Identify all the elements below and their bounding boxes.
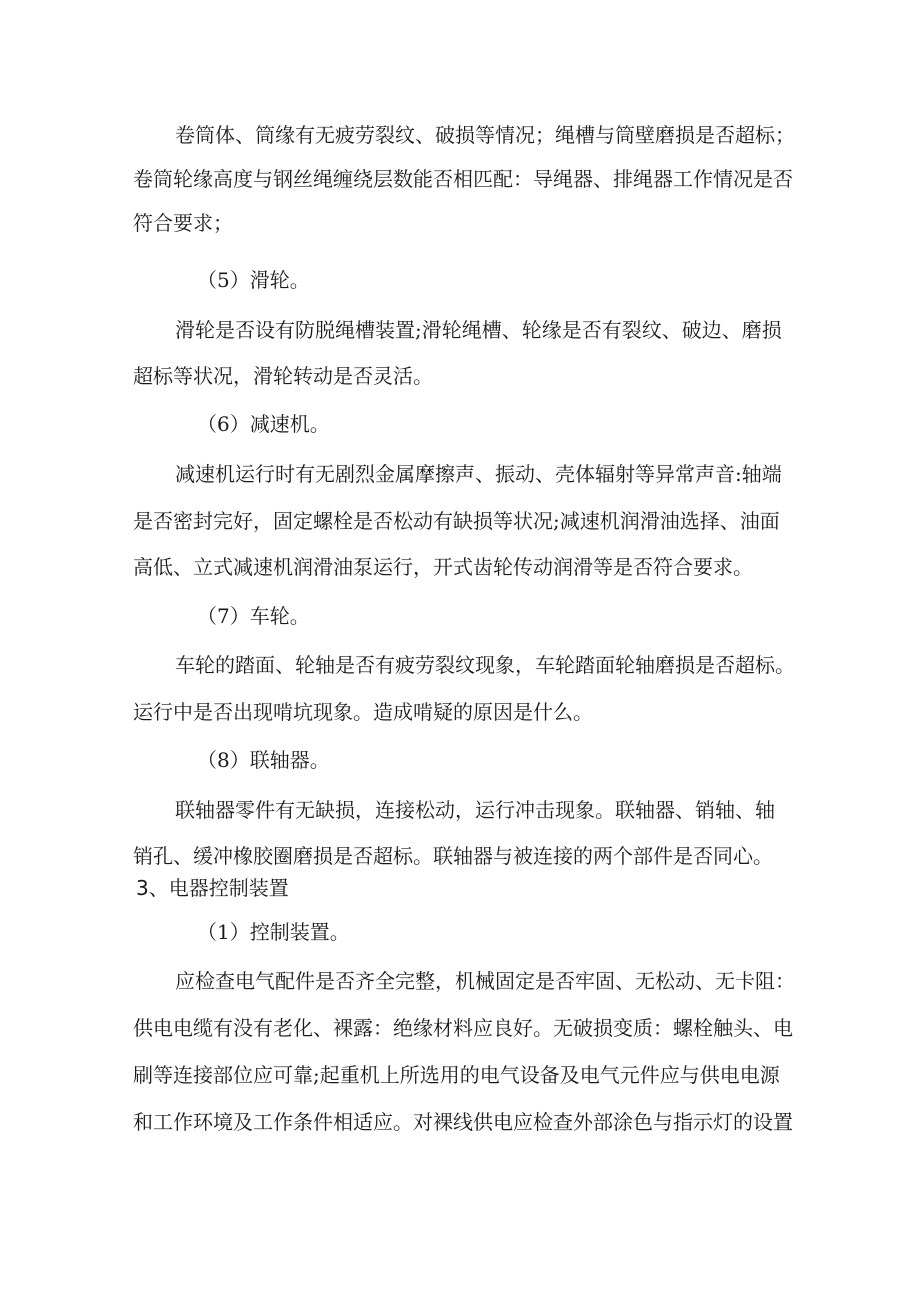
- paragraph-line: 联轴器零件有无缺损，连接松动，运行冲击现象。联轴器、销轴、轴: [175, 798, 775, 822]
- section-heading: （6）减速机。: [197, 412, 330, 436]
- paragraph-line: 超标等状况，滑轮转动是否灵活。: [133, 364, 433, 388]
- section-heading: （8）联轴器。: [197, 748, 330, 772]
- section-heading: （1）控制装置。: [197, 920, 350, 944]
- paragraph-line: 车轮的踏面、轮轴是否有疲劳裂纹现象，车轮踏面轮轴磨损是否超标。: [175, 653, 795, 677]
- paragraph-line: 高低、立式减速机润滑油泵运行，开式齿轮传动润滑等是否符合要求。: [133, 555, 753, 579]
- section-heading: （7）车轮。: [197, 604, 310, 628]
- paragraph-line: 减速机运行时有无剧烈金属摩擦声、振动、壳体辐射等异常声音:轴端: [175, 462, 782, 486]
- section-heading: （5）滑轮。: [197, 268, 310, 292]
- paragraph-line: 销孔、缓冲橡胶圈磨损是否超标。联轴器与被连接的两个部件是否同心。: [133, 844, 773, 868]
- paragraph-line: 卷筒轮缘高度与钢丝绳缠绕层数能否相匹配：导绳器、排绳器工作情况是否: [133, 167, 793, 191]
- paragraph-line: 是否密封完好，固定螺栓是否松动有缺损等状况;减速机润滑油选择、油面: [133, 509, 780, 533]
- paragraph-line: 应检查电气配件是否齐全完整，机械固定是否牢固、无松动、无卡阻：: [175, 969, 795, 993]
- paragraph-line: 和工作环境及工作条件相适应。对裸线供电应检查外部涂色与指示灯的设置: [133, 1110, 793, 1134]
- paragraph-line: 运行中是否出现啃坑现象。造成啃疑的原因是什么。: [133, 700, 593, 724]
- paragraph-line: 卷筒体、筒缘有无疲劳裂纹、破损等情况；绳槽与筒壁磨损是否超标；: [175, 123, 795, 147]
- paragraph-line: 滑轮是否设有防脱绳槽装置;滑轮绳槽、轮缘是否有裂纹、破边、磨损: [175, 318, 782, 342]
- paragraph-line: 符合要求；: [133, 211, 233, 235]
- paragraph-line: 供电电缆有没有老化、裸露：绝缘材料应良好。无破损变质：螺栓触头、电: [133, 1016, 793, 1040]
- section-title: 3、电器控制装置: [136, 876, 289, 900]
- paragraph-line: 刷等连接部位应可靠;起重机上所选用的电气设备及电气元件应与供电电源: [133, 1063, 780, 1087]
